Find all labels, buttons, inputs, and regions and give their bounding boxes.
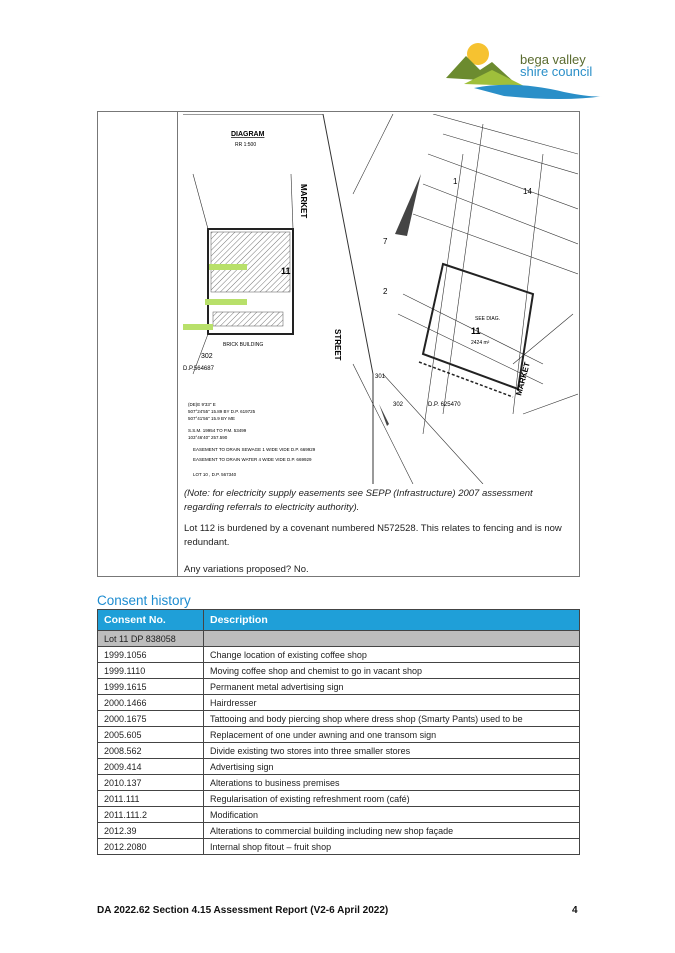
legend-line: EASEMENT TO DRAIN WATER 4 WIDE VIDE D.P. 669929 — [193, 457, 312, 462]
consent-description: Permanent metal advertising sign — [204, 679, 580, 695]
market-label-right: MARKET — [514, 361, 532, 397]
consent-description: Alterations to commercial building including new shop façade — [204, 823, 580, 839]
dp-left: D.P.564687 — [183, 366, 214, 372]
consent-description: Change location of existing coffee shop — [204, 647, 580, 663]
see-diag-label: SEE DIAG. — [475, 316, 501, 322]
legend-line: 507°41'56" 15.9 BY ME — [188, 416, 235, 421]
consent-number: 1999.1615 — [98, 679, 204, 695]
consent-description: Moving coffee shop and chemist to go in vacant shop — [204, 663, 580, 679]
consent-number: 2012.39 — [98, 823, 204, 839]
lot-1: 1 — [453, 177, 458, 186]
column-divider — [177, 112, 178, 576]
consent-number: 2008.562 — [98, 743, 204, 759]
legend-line: 103°46'40" 257.590 — [188, 435, 228, 440]
consent-number: 2009.414 — [98, 759, 204, 775]
consent-description: Advertising sign — [204, 759, 580, 775]
consent-description: Hairdresser — [204, 695, 580, 711]
wave-icon — [474, 85, 604, 99]
lot-302-left: 302 — [201, 353, 213, 360]
consent-history-title: Consent history — [97, 593, 191, 608]
consent-description: Regularisation of existing refreshment room (café) — [204, 791, 580, 807]
dp-right: D.P. 625470 — [428, 402, 461, 408]
survey-diagram — [183, 114, 578, 484]
consent-description: Tattooing and body piercing shop where dress shop (Smarty Pants) used to be — [204, 711, 580, 727]
property-details-table — [97, 111, 580, 577]
variations-note: Any variations proposed? No. — [184, 564, 309, 575]
lot-7: 7 — [383, 237, 388, 246]
table-row — [98, 823, 580, 839]
lot-subheader-row — [98, 631, 580, 647]
consent-description: Divide existing two stores into three smaller stores — [204, 743, 580, 759]
lot-subheader: Lot 11 DP 838058 — [98, 631, 204, 647]
consent-number: 2012.2080 — [98, 839, 204, 855]
brick-building-label: BRICK BUILDING — [223, 342, 264, 348]
consent-history-table — [97, 609, 580, 855]
legend-line: EASEMENT TO DRAIN SEWAGE 1 WIDE VIDE D.P. 669929 — [193, 447, 316, 452]
lot-14: 14 — [523, 187, 532, 196]
consent-number: 2011.111.2 — [98, 807, 204, 823]
table-row — [98, 711, 580, 727]
diagram-title: DIAGRAM — [231, 131, 265, 138]
street-label: STREET — [333, 329, 342, 361]
table-header-row — [98, 610, 580, 631]
column-header: Consent No. — [98, 610, 204, 631]
column-header: Description — [204, 610, 580, 631]
consent-description: Internal shop fitout – fruit shop — [204, 839, 580, 855]
lot-301: 301 — [375, 374, 386, 380]
market-label-left: MARKET — [299, 184, 308, 219]
lot-area: 2424 m² — [471, 340, 490, 346]
easement-note: (Note: for electricity supply easements see SEPP (Infrastructure) 2007 assessment regarding referrals to electricity authority). — [184, 488, 533, 513]
table-row — [98, 775, 580, 791]
consent-number: 2000.1675 — [98, 711, 204, 727]
table-row — [98, 791, 580, 807]
consent-number: 1999.1056 — [98, 647, 204, 663]
page-number: 4 — [572, 905, 578, 916]
table-row — [98, 663, 580, 679]
table-row — [98, 839, 580, 855]
north-arrow-icon — [395, 174, 421, 236]
north-arrow-icon — [379, 404, 389, 426]
lot-2: 2 — [383, 287, 388, 296]
logo-line-2: shire council — [520, 64, 593, 79]
empty-cell — [204, 631, 580, 647]
consent-description: Replacement of one under awning and one transom sign — [204, 727, 580, 743]
table-row — [98, 695, 580, 711]
legend-line: S.S.M. 19954 TO P.M. 53499 — [188, 428, 247, 433]
legend-line: 507°24'55" 15.89 BY D.P. 619725 — [188, 409, 256, 414]
consent-number: 1999.1110 — [98, 663, 204, 679]
diagram-scale: RR 1:500 — [235, 142, 257, 148]
report-footer: DA 2022.62 Section 4.15 Assessment Report (V2-6 April 2022) — [97, 905, 389, 916]
left-lot-number: 11 — [281, 266, 291, 276]
right-lot-number: 11 — [471, 326, 481, 336]
legend-line: (DE)E 9'33" E — [188, 402, 216, 407]
consent-description: Alterations to business premises — [204, 775, 580, 791]
covenant-note: Lot 112 is burdened by a covenant numbered N572528. This relates to fencing and is now redundant. — [184, 523, 562, 548]
diagram-legend — [188, 402, 316, 477]
logo-line-1: bega valley — [520, 52, 586, 67]
consent-number: 2011.111 — [98, 791, 204, 807]
consent-description: Modification — [204, 807, 580, 823]
consent-number: 2000.1466 — [98, 695, 204, 711]
consent-number: 2010.137 — [98, 775, 204, 791]
logo-text — [520, 54, 592, 78]
table-row — [98, 727, 580, 743]
lot-302-right: 302 — [393, 402, 404, 408]
consent-number: 2005.605 — [98, 727, 204, 743]
table-row — [98, 759, 580, 775]
table-row — [98, 647, 580, 663]
table-row — [98, 679, 580, 695]
table-row — [98, 807, 580, 823]
legend-line: LOT 10 , D.P. 567340 — [193, 472, 237, 477]
table-row — [98, 743, 580, 759]
